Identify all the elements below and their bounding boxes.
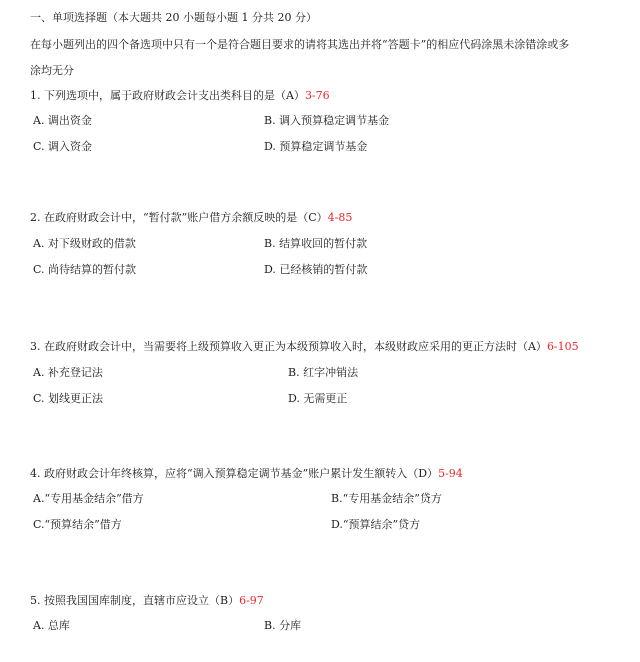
question-4-option-a: A.“专用基金结余”借方 [33,492,144,505]
question-3-option-d: D. 无需更正 [288,392,348,405]
instruction-line-1: 在每小题列出的四个备选项中只有一个是符合题目要求的请将其选出并将“答题卡”的相应代码涂黑未涂错涂或多 [30,38,570,51]
page-reference: 3-76 [304,89,330,102]
question-2-option-b: B. 结算收回的暂付款 [264,237,368,250]
question-1-option-c: C. 调入资金 [33,140,93,153]
question-1-option-d: D. 预算稳定调节基金 [264,140,368,153]
question-stem-text: 3. 在政府财政会计中，当需要将上级预算收入更正为本级预算收入时，本级财政应采用的更正方法时（A） [30,340,547,353]
question-4-option-c: C.“预算结余”借方 [33,518,122,531]
instruction-line-2: 涂均无分 [30,64,74,77]
section-title: 一、单项选择题（本大题共 20 小题每小题 1 分共 20 分） [30,11,317,24]
question-4-option-b: B.“专用基金结余”贷方 [331,492,442,505]
page-reference: 4-85 [327,211,353,224]
question-3-option-a: A. 补充登记法 [33,366,103,379]
question-1-stem [30,89,330,103]
question-2-option-c: C. 尚待结算的暂付款 [33,263,137,276]
page-reference: 5-94 [438,467,463,480]
question-stem-text: 1. 下列选项中，属于政府财政会计支出类科目的是（A） [30,89,305,102]
question-stem-text: 5. 按照我国国库制度，直辖市应设立（B） [30,594,240,607]
page-reference: 6-105 [546,340,579,353]
question-5-stem [30,594,264,608]
question-3-option-c: C. 划线更正法 [33,392,104,405]
question-5-option-b: B. 分库 [264,619,302,632]
question-1-option-a: A. 调出资金 [33,114,92,127]
question-stem-text: 4. 政府财政会计年终核算，应将“调入预算稳定调节基金”账户累计发生额转入（D） [30,467,439,480]
question-3-stem [30,340,579,354]
question-2-option-d: D. 已经核销的暂付款 [264,263,368,276]
question-4-stem [30,467,463,481]
question-4-option-d: D.“预算结余”贷方 [331,518,421,531]
question-5-option-a: A. 总库 [33,619,70,632]
question-2-option-a: A. 对下级财政的借款 [33,237,136,250]
page-reference: 6-97 [239,594,264,607]
question-3-option-b: B. 红字冲销法 [288,366,359,379]
question-1-option-b: B. 调入预算稳定调节基金 [264,114,390,127]
question-2-stem [30,211,352,225]
question-stem-text: 2. 在政府财政会计中，“暂付款”账户借方余额反映的是（C） [30,211,328,224]
